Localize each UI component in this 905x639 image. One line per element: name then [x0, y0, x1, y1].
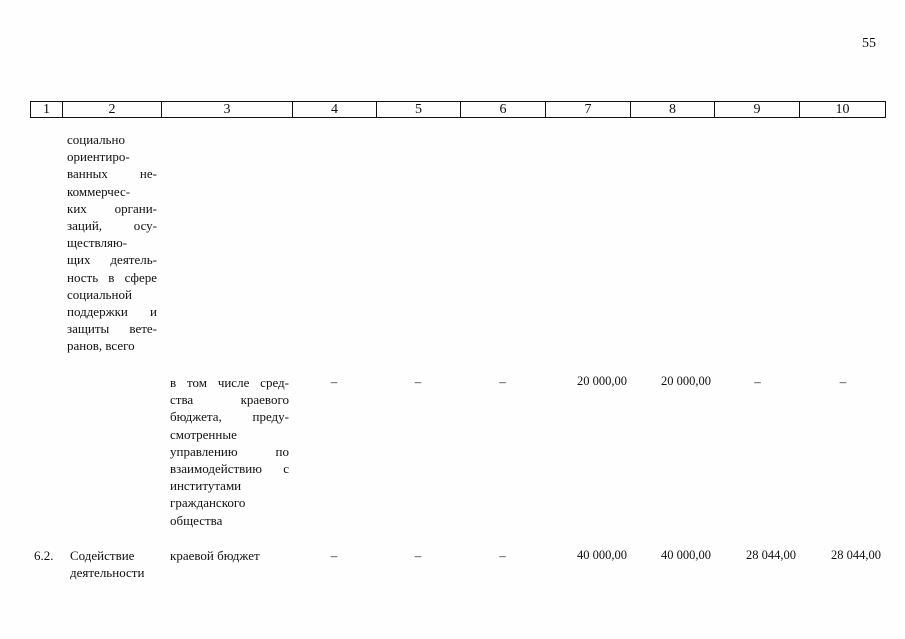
column-header-1: 1 [31, 102, 63, 118]
sub-row-col6: – [499, 374, 506, 389]
table-header [30, 101, 886, 118]
text-line: коммерчес- [67, 183, 131, 199]
row-6-2-col6: – [499, 548, 506, 563]
text-line: взаимодействию с [170, 461, 289, 477]
text-line: социальной [67, 286, 132, 302]
row-6-2-col3: краевой бюджет [170, 548, 260, 563]
text-line: Содействие [70, 548, 135, 563]
column-header-8: 8 [631, 102, 715, 118]
column-header-2: 2 [63, 102, 162, 118]
text-line: ществляю- [67, 235, 128, 251]
row-6-2-number: 6.2. [34, 548, 54, 563]
row-6-2-col7: 40 000,00 [577, 548, 627, 562]
column-header-4: 4 [293, 102, 377, 118]
row-6-2-col10: 28 044,00 [831, 548, 881, 562]
text-line: ранов, всего [67, 338, 135, 354]
text-line: ность в сфере [67, 269, 157, 285]
row-6-2-col2-text [70, 547, 162, 581]
column-header-9: 9 [715, 102, 800, 118]
row-6-2-col5: – [414, 548, 422, 563]
text-line: ства краевого [170, 392, 289, 408]
row-6-2-col4: – [330, 548, 338, 563]
text-line: ких органи- [67, 200, 157, 216]
row-6-2-col9: 28 044,00 [746, 548, 796, 562]
text-line: бюджета, преду- [170, 409, 289, 425]
sub-row-col10: – [839, 374, 847, 389]
text-line: ориентиро- [67, 149, 130, 165]
sub-row-col7: 20 000,00 [577, 374, 627, 388]
sub-row-col8: 20 000,00 [661, 374, 711, 388]
sub-row-col5: – [414, 374, 422, 389]
text-line: общества [170, 512, 223, 528]
text-line: смотренные [170, 426, 237, 442]
text-line: заций, осу- [67, 218, 157, 234]
column-header-10: 10 [800, 102, 886, 118]
text-line: гражданского [170, 495, 246, 511]
sub-row-col3-text [170, 374, 289, 529]
text-line: управлению по [170, 443, 289, 459]
text-line: щих деятель- [67, 252, 157, 268]
text-line: в том числе сред- [170, 375, 289, 390]
row-6-2-col8: 40 000,00 [661, 548, 711, 562]
page-number: 55 [862, 36, 876, 51]
text-line: защиты вете- [67, 321, 157, 337]
column-header-7: 7 [546, 102, 631, 118]
text-line: институтами [170, 478, 242, 494]
continuation-col2-text [67, 131, 157, 355]
text-line: социально [67, 132, 125, 147]
column-header-3: 3 [162, 102, 293, 118]
sub-row-col9: – [754, 374, 761, 389]
text-line: ванных не- [67, 166, 157, 182]
column-header-6: 6 [461, 102, 546, 118]
sub-row-col4: – [330, 374, 338, 389]
text-line: деятельности [70, 565, 145, 581]
text-line: поддержки и [67, 304, 157, 320]
column-header-5: 5 [377, 102, 461, 118]
